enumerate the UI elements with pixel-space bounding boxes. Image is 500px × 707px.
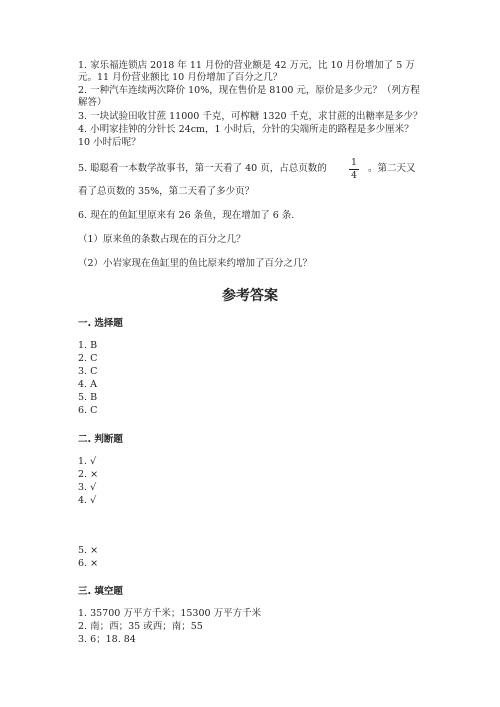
section-fill-heading: 三. 填空题 <box>78 586 123 597</box>
question-4-line-2: 10 小时后呢？ <box>78 137 141 148</box>
question-6-sub-1: （1）原来鱼的条数占现在的百分之几？ <box>78 234 246 245</box>
question-4-line-1: 4. 小明家挂钟的分针长 24cm，1 小时后，分针的尖端所走的路程是多少厘米？ <box>78 124 414 135</box>
judge-answer-6: 6. × <box>78 558 99 569</box>
question-1-line-1: 1. 家乐福连锁店 2018 年 11 月份的营业额是 42 万元，比 10 月份增加了 5 万 <box>78 60 415 71</box>
fraction-bar <box>349 169 359 170</box>
section-judge-heading: 二. 判断题 <box>78 434 123 445</box>
judge-answer-3: 3. √ <box>78 482 97 493</box>
choice-answer-6: 6. C <box>78 405 98 416</box>
question-1-line-2: 元。11 月份营业额比 10 月份增加了百分之几？ <box>78 72 283 83</box>
question-2-line-2: 解答） <box>78 97 107 108</box>
choice-answer-5: 5. B <box>78 392 98 403</box>
judge-answer-1: 1. √ <box>78 456 97 467</box>
answers-title: 参考答案 <box>222 288 278 304</box>
question-3: 3. 一块试验田收甘蔗 11000 千克，可榨糖 1320 千克，求甘蔗的出糖率是多少？ <box>78 111 423 122</box>
question-6-sub-2: （2）小岩家现在鱼缸里的鱼比原来约增加了百分之几？ <box>78 258 313 269</box>
choice-answer-1: 1. B <box>78 340 98 351</box>
question-5-part-2: 。第二天又 <box>368 163 416 174</box>
section-choice-heading: 一. 选择题 <box>78 318 123 329</box>
question-5-part-1: 5. 聪聪看一本数学故事书，第一天看了 40 页，占总页数的 <box>78 163 327 174</box>
judge-answer-2: 2. × <box>78 469 99 480</box>
fill-answer-1: 1. 35700 万平方千米；15300 万平方千米 <box>78 608 262 619</box>
judge-answer-5: 5. × <box>78 545 99 556</box>
question-5-line-2: 看了总页数的 35%，第二天看了多少页？ <box>78 186 255 197</box>
choice-answer-4: 4. A <box>78 379 97 390</box>
fraction-one-quarter <box>349 158 359 181</box>
choice-answer-3: 3. C <box>78 366 98 377</box>
fill-answer-3: 3. 6；18. 84 <box>78 634 136 645</box>
fraction-denominator: 4 <box>351 171 357 181</box>
judge-answer-4: 4. √ <box>78 495 97 506</box>
choice-answer-2: 2. C <box>78 353 98 364</box>
question-2-line-1: 2. 一种汽车连续两次降价 10%，现在售价是 8100 元，原价是多少元？（列方程 <box>78 85 420 96</box>
fraction-numerator: 1 <box>351 158 357 168</box>
question-6: 6. 现在的鱼缸里原来有 26 条鱼，现在增加了 6 条. <box>78 210 295 221</box>
fill-answer-2: 2. 南；西；35 或西；南；55 <box>78 621 203 632</box>
